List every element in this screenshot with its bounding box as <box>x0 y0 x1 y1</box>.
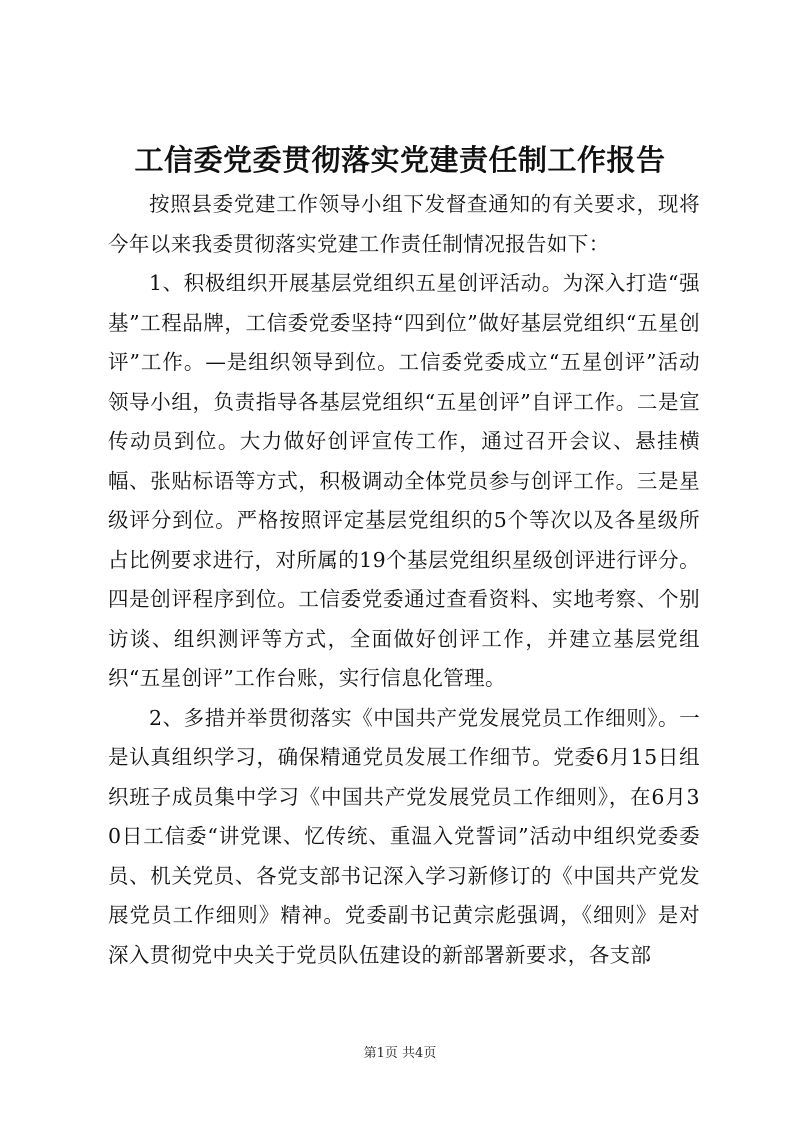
paragraph-five-star-evaluation: 1、积极组织开展基层党组织五星创评活动。为深入打造“强基”工程品牌，工信委党委坚持“四到位”做好基层党组织“五星创评”工作。—是组织领导到位。工信委党委成立“五星创评”活动领导小组，负责指导各基层党组织“五星创评”自评工作。二是宣传动员到位。大力做好创评宣传工作，通过召开会议、悬挂横幅、张贴标语等方式，积极调动全体党员参与创评工作。三是星级评分到位。严格按照评定基层党组织的5个等次以及各星级所占比例要求进行，对所属的19个基层党组织星级创评进行评分。四是创评程序到位。工信委党委通过查看资料、实地考察、个别访谈、组织测评等方式，全面做好创评工作，并建立基层党组织“五星创评”工作台账，实行信息化管理。 <box>108 271 700 690</box>
document-title: 工信委党委贯彻落实党建责任制工作报告 <box>134 143 666 177</box>
paragraph-intro: 按照县委党建工作领导小组下发督查通知的有关要求，现将今年以来我委贯彻落实党建工作责任制情况报告如下： <box>108 192 700 256</box>
page-number-footer: 第1页 共4页 <box>363 1046 437 1061</box>
paragraph-party-member-rules: 2、多措并举贯彻落实《中国共产党发展党员工作细则》。一是认真组织学习，确保精通党员发展工作细节。党委6月15日组织班子成员集中学习《中国共产党发展党员工作细则》，在6月30日工信委“讲党课、忆传统、重温入党誓词”活动中组织党委委员、机关党员、各党支部书记深入学习新修订的《中国共产党发展党员工作细则》精神。党委副书记黄宗彪强调，《细则》是对深入贯彻党中央关于党员队伍建设的新部署新要求，各支部 <box>108 705 700 967</box>
document-body <box>108 185 700 975</box>
